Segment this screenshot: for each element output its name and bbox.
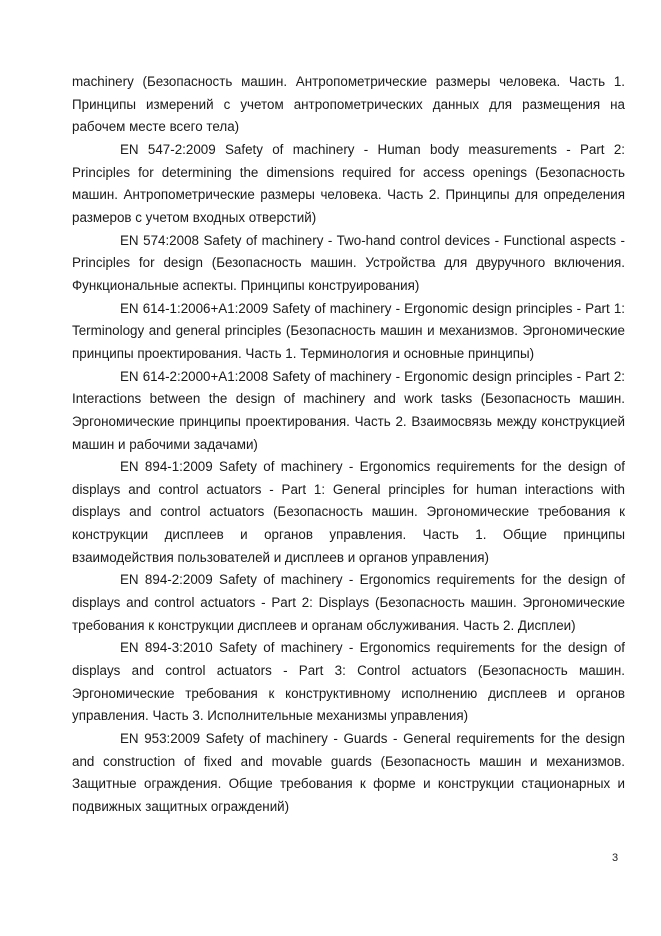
page-number: 3: [612, 852, 619, 864]
document-body: [72, 71, 625, 819]
paragraph-en-894-2: EN 894-2:2009 Safety of machinery - Ergonomics requirements for the design of displays and control actuators - Part 2: Displays (Безопасность машин. Эргономические требования к конструкции дисплеев и органам обслуживания. Часть 2. Дисплеи): [72, 572, 625, 633]
paragraph-en-614-1: EN 614-1:2006+A1:2009 Safety of machinery - Ergonomic design principles - Part 1: Terminology and general principles (Безопасность машин и механизмов. Эргономические принципы проектирования. Часть 1. Терминология и основные принципы): [72, 300, 625, 361]
paragraph-en-574: EN 574:2008 Safety of machinery - Two-hand control devices - Functional aspects - Principles for design (Безопасность машин. Устройства для двуручного включения. Функциональные аспекты. Принципы конструирования): [72, 232, 625, 293]
paragraph-en-547-2: EN 547-2:2009 Safety of machinery - Human body measurements - Part 2: Principles for determining the dimensions required for access openings (Безопасность машин. Антропометрические размеры человека. Часть 2. Принципы для определения размеров с учетом входных отверстий): [72, 141, 625, 225]
paragraph-en-894-1: EN 894-1:2009 Safety of machinery - Ergonomics requirements for the design of displays and control actuators - Part 1: General principles for human interactions with displays and control actuators (Безопасность машин. Эргономические требования к конструкции дисплеев и органов управления. Часть 1. Общие принципы взаимодействия пользователей и дисплеев и органов управления): [72, 459, 625, 565]
paragraph-en-614-2: EN 614-2:2000+A1:2008 Safety of machinery - Ergonomic design principles - Part 2: Interactions between the design of machinery and work tasks (Безопасность машин. Эргономические принципы проектирования. Часть 2. Взаимосвязь между конструкцией машин и рабочими задачами): [72, 368, 625, 452]
paragraph-en-894-3: EN 894-3:2010 Safety of machinery - Ergonomics requirements for the design of displays and control actuators - Part 3: Control actuators (Безопасность машин. Эргономические требования к конструктивному исполнению дисплеев и органов управления. Часть 3. Исполнительные механизмы управления): [72, 640, 625, 724]
paragraph-en-953: EN 953:2009 Safety of machinery - Guards - General requirements for the design and construction of fixed and movable guards (Безопасность машин и механизмов. Защитные ограждения. Общие требования к форме и конструкции стационарных и подвижных защитных ограждений): [72, 731, 625, 814]
paragraph-continuation: machinery (Безопасность машин. Антропометрические размеры человека. Часть 1. Принципы измерений с учетом антропометрических данных для размещения на рабочем месте всего тела): [72, 74, 625, 135]
